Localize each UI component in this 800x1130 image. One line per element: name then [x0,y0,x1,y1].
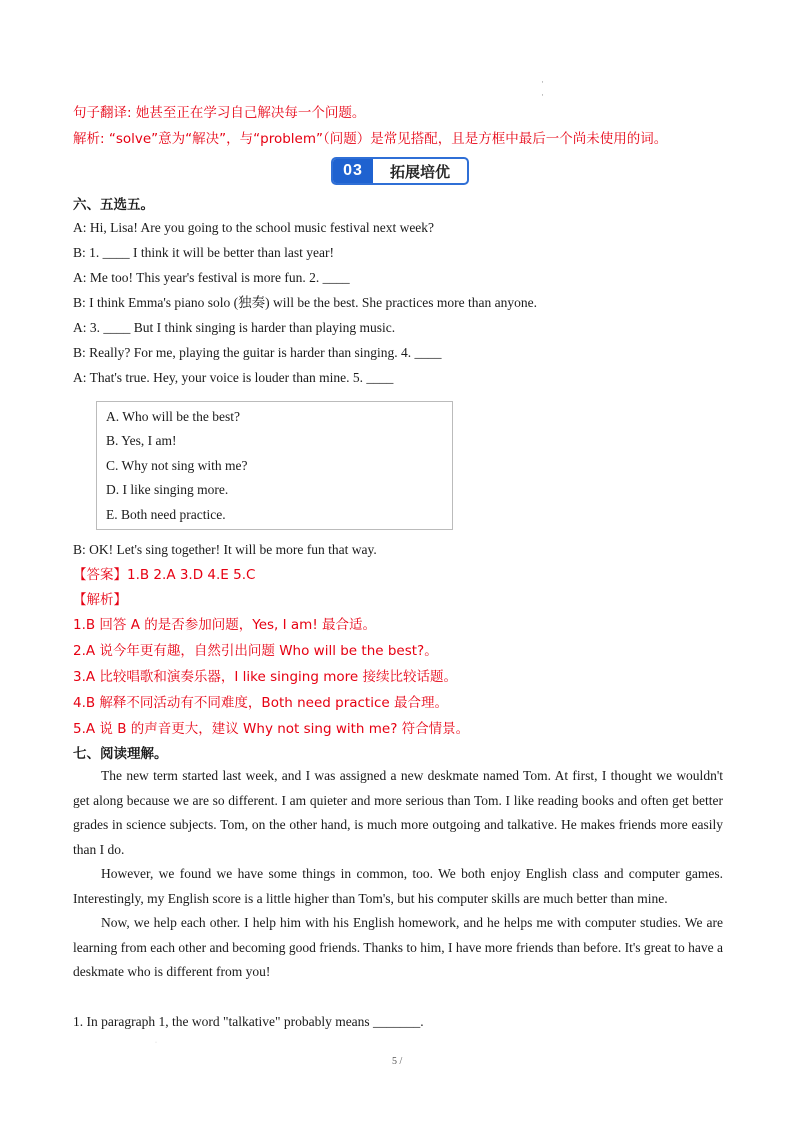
dialogue-line: B: Really? For me, playing the guitar is harder than singing. 4. ____ [73,345,442,360]
dialogue-line: A: Hi, Lisa! Are you going to the school music festival next week? [73,220,435,235]
analysis-item: 1.B 回答 A 的是否参加问题，Yes, I am! 最合适。 [73,617,377,633]
reading-passage [73,764,723,985]
section-6-heading: 六、五选五。 [73,197,154,213]
dot-1: · [541,77,544,87]
analysis-note: 解析: “solve”意为“解决”，与“problem”（问题）是常见搭配，且是方框中最后一个尚未使用的词。 [73,131,668,147]
option-a: A. Who will be the best? [106,409,240,424]
section-banner [331,157,469,185]
dot-2: · [541,90,544,100]
page-number: 5 / [392,1056,403,1067]
passage-paragraph-1: The new term started last week, and I was assigned a new deskmate named Tom. At first, I thought we wouldn't get along because we are so different. I am quieter and more serious than Tom. I like reading books and often get better grades in science subjects. Tom, on the other hand, is much more outgoing and talkative. He makes friends more easily than I do. [73,768,723,857]
analysis-item: 3.A 比较唱歌和演奏乐器，I like singing more 接续比较话题。 [73,669,457,685]
option-e: E. Both need practice. [106,507,226,522]
dialogue-line: B: 1. ____ I think it will be better than last year! [73,245,334,260]
sentence-translation: 句子翻译: 她甚至正在学习自己解决每一个问题。 [73,105,366,121]
corner-dots [541,76,544,102]
passage-paragraph-3: Now, we help each other. I help him with his English homework, and he helps me with computer studies. We are learning from each other and becoming good friends. Thanks to him, I have more friends than before. It's great to have a deskmate who is different from you! [73,915,723,979]
banner-number: 03 [333,159,373,183]
option-c: C. Why not sing with me? [106,458,248,473]
banner-label: 拓展培优 [389,162,450,181]
answer-key: 【答案】1.B 2.A 3.D 4.E 5.C [73,567,256,583]
dialogue-closing: B: OK! Let's sing together! It will be more fun that way. [73,542,377,557]
dialogue-line: A: 3. ____ But I think singing is harder than playing music. [73,320,396,335]
dialogue-line: B: I think Emma's piano solo (独奏) will be the best. She practices more than anyone. [73,295,537,310]
dialogue-line: A: That's true. Hey, your voice is louder than mine. 5. ____ [73,370,394,385]
analysis-item: 5.A 说 B 的声音更大，建议 Why not sing with me? 符合情景。 [73,721,470,737]
question-1: 1. In paragraph 1, the word "talkative" probably means _______. [73,1014,424,1029]
analysis-item: 4.B 解释不同活动有不同难度，Both need practice 最合理。 [73,695,449,711]
analysis-heading: 【解析】 [73,592,127,608]
section-7-heading: 七、阅读理解。 [73,746,168,762]
option-d: D. I like singing more. [106,482,229,497]
dialogue-line: A: Me too! This year's festival is more fun. 2. ____ [73,270,350,285]
analysis-item: 2.A 说今年更有趣，自然引出问题 Who will be the best?。 [73,643,438,659]
options-box [96,401,453,530]
option-b: B. Yes, I am! [106,433,177,448]
margin-mark: · [155,1040,157,1046]
passage-paragraph-2: However, we found we have some things in common, too. We both enjoy English class and computer games. Interestingly, my English score is a little higher than Tom's, but his computer skills are much better than mine. [73,866,723,906]
